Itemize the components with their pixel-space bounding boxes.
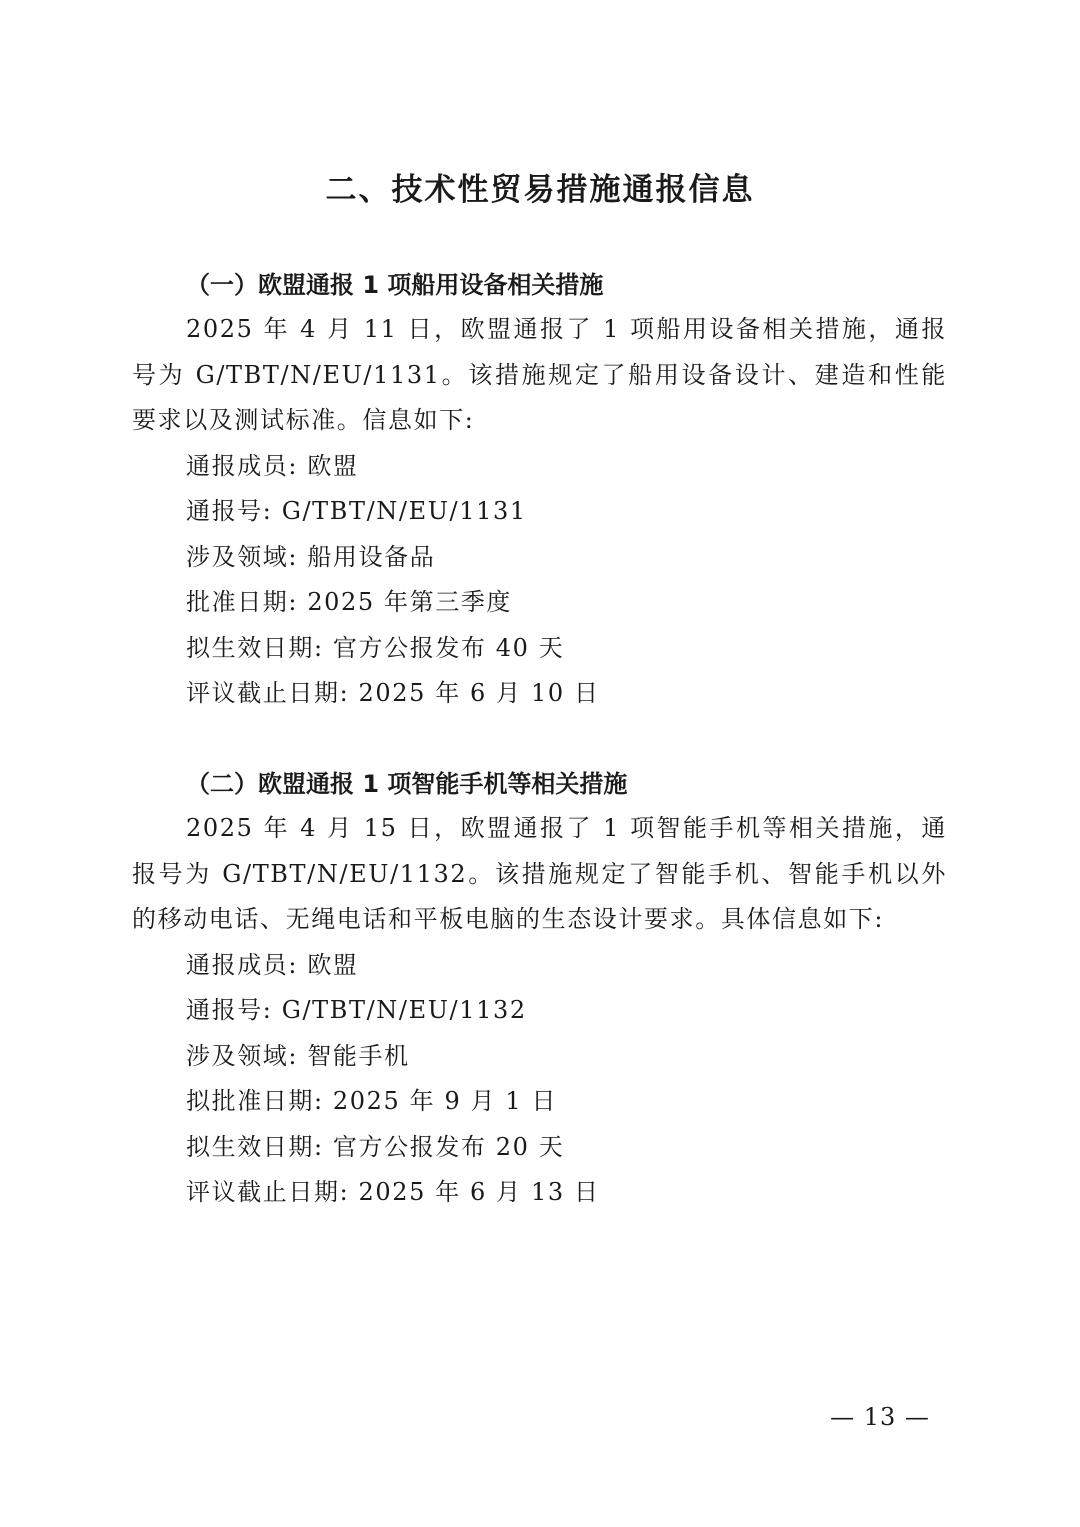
section-paragraph: 2025 年 4 月 11 日，欧盟通报了 1 项船用设备相关措施，通报号为 G/TBT/N/EU/1131。该措施规定了船用设备设计、建造和性能要求以及测试标准。信息如下: <box>132 315 947 434</box>
info-notifying-member: 通报成员: 欧盟 <box>186 950 359 979</box>
info-list <box>132 943 947 1216</box>
info-effective-date: 拟生效日期: 官方公报发布 20 天 <box>186 1132 565 1161</box>
info-notification-number: 通报号: G/TBT/N/EU/1132 <box>186 996 527 1024</box>
info-approval-date: 批准日期: 2025 年第三季度 <box>186 588 513 616</box>
section-heading: （一）欧盟通报 1 项船用设备相关措施 <box>186 271 604 299</box>
info-field-covered: 涉及领域: 船用设备品 <box>186 542 436 571</box>
section-paragraph: 2025 年 4 月 15 日，欧盟通报了 1 项智能手机等相关措施，通报号为 G/TBT/N/EU/1132。该措施规定了智能手机、智能手机以外的移动电话、无绳电话和平板电脑的生态设计要求。具体信息如下: <box>132 814 947 933</box>
info-proposed-approval-date: 拟批准日期: 2025 年 9 月 1 日 <box>186 1087 558 1115</box>
info-notifying-member: 通报成员: 欧盟 <box>186 451 359 480</box>
info-comment-deadline: 评议截止日期: 2025 年 6 月 13 日 <box>186 1178 600 1206</box>
info-list <box>132 444 947 717</box>
page-title: 二、技术性贸易措施通报信息 <box>325 172 755 208</box>
info-field-covered: 涉及领域: 智能手机 <box>186 1041 410 1070</box>
page-number: — 13 — <box>830 1403 930 1431</box>
section-heading: （二）欧盟通报 1 项智能手机等相关措施 <box>186 770 628 798</box>
info-comment-deadline: 评议截止日期: 2025 年 6 月 10 日 <box>186 679 600 707</box>
section-ship-equipment <box>132 263 947 717</box>
info-effective-date: 拟生效日期: 官方公报发布 40 天 <box>186 633 565 662</box>
info-notification-number: 通报号: G/TBT/N/EU/1131 <box>186 497 527 525</box>
section-smartphones <box>132 762 947 1216</box>
